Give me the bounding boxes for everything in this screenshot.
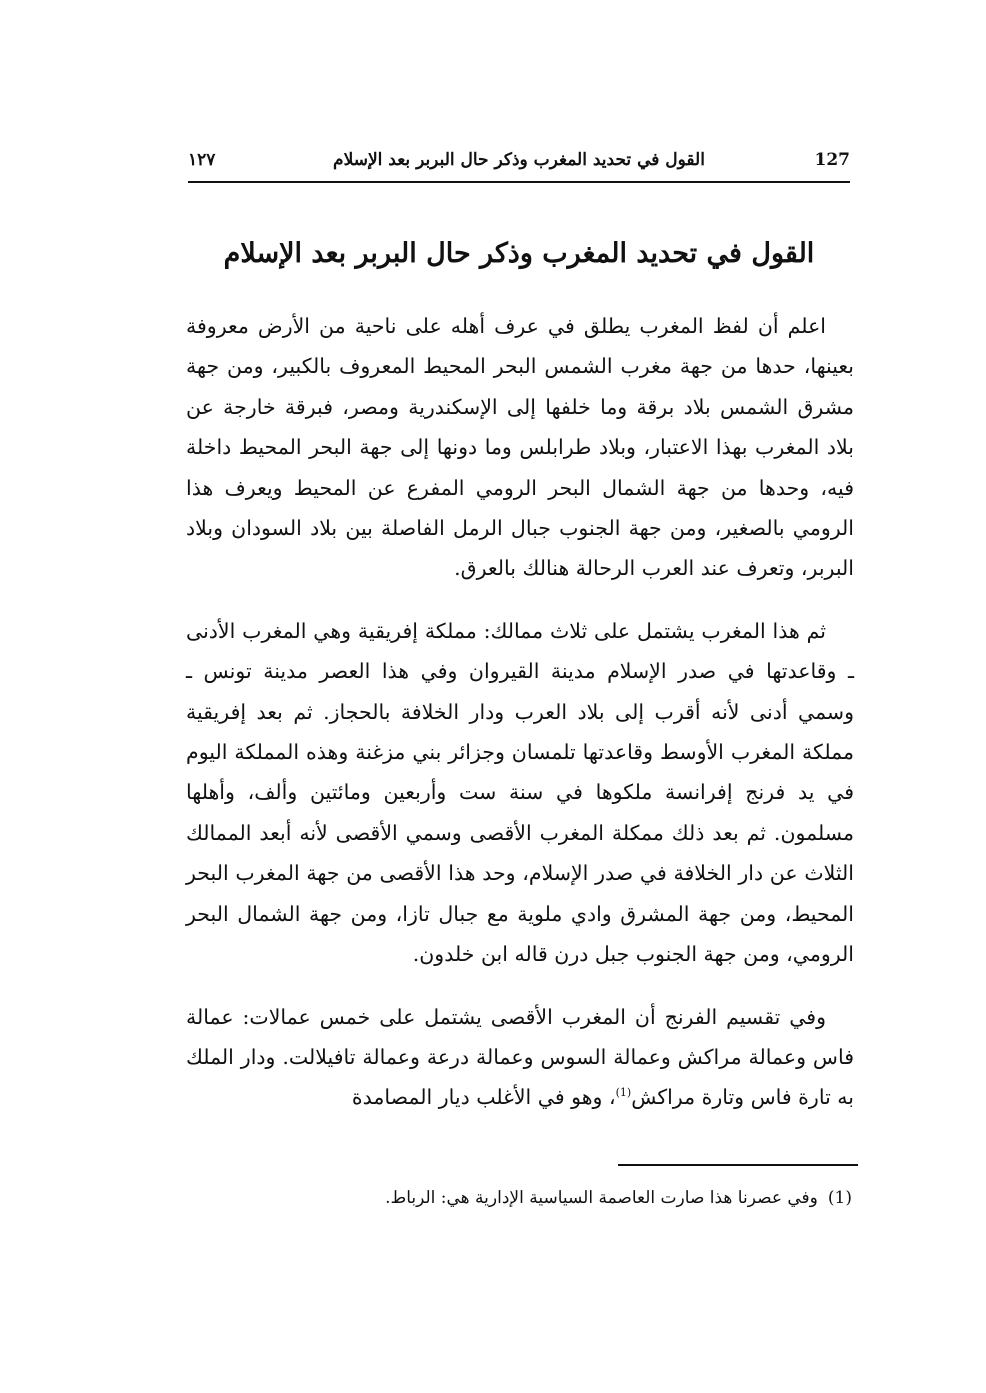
body-text xyxy=(186,306,854,1118)
footnote-rule xyxy=(618,1164,858,1166)
header-rule xyxy=(188,181,850,183)
paragraph-3-text: وفي تقسيم الفرنج أن المغرب الأقصى يشتمل على خمس عمالات: عمالة فاس وعمالة مراكش وعمالة السوس وعمالة درعة وعمالة تافيلالت. ودار الملك به تارة فاس وتارة مراكش xyxy=(186,1004,854,1110)
footnote-text: وفي عصرنا هذا صارت العاصمة السياسية الإدارية هي: الرباط. xyxy=(385,1188,818,1208)
paragraph-3-continuation: ، وهو في الأغلب ديار المصامدة xyxy=(351,1085,616,1110)
running-title: القول في تحديد المغرب وذكر حال البربر بعد الإسلام xyxy=(333,150,705,170)
chapter-title: القول في تحديد المغرب وذكر حال البربر بعد الإسلام xyxy=(223,238,815,269)
paragraph-3 xyxy=(186,997,854,1118)
paragraph-2: ثم هذا المغرب يشتمل على ثلاث ممالك: مملكة إفريقية وهي المغرب الأدنى ـ وقاعدتها في صدر الإسلام مدينة القيروان وفي هذا العصر مدينة تونس ـ وسمي أدنى لأنه أقرب إلى بلاد العرب ودار الخلافة بالحجاز. ثم بعد إفريقية مملكة المغرب الأوسط وقاعدتها تلمسان وجزائر بني مزغنة وهذه المملكة اليوم في يد فرنج إفرانسة ملكوها في سنة ست وأربعين ومائتين وألف، وأهلها مسلمون. ثم بعد ذلك ممكلة المغرب الأقصى وسمي الأقصى لأنه أبعد الممالك الثلاث عن دار الخلافة في صدر الإسلام، وحد هذا الأقصى من جهة المغرب البحر المحيط، ومن جهة المشرق وادي ملوية مع جبال تازا، ومن جهة الشمال البحر الرومي، ومن جهة الجنوب جبل درن قاله ابن خلدون. xyxy=(186,618,854,967)
paragraph-1: اعلم أن لفظ المغرب يطلق في عرف أهله على ناحية من الأرض معروفة بعينها، حدها من جهة مغرب الشمس البحر المحيط المعروف بالكبير، ومن جهة مشرق الشمس بلاد برقة وما خلفها إلى الإسكندرية ومصر، فبرقة خارجة عن بلاد المغرب بهذا الاعتبار، وبلاد طرابلس وما دونها إلى جهة البحر المحيط داخلة فيه، وحدها من جهة الشمال البحر الرومي المفرع عن المحيط ويعرف هذا الرومي بالصغير، ومن جهة الجنوب جبال الرمل الفاصلة بين بلاد السودان وبلاد البربر، وتعرف عند العرب الرحالة هنالك بالعرق. xyxy=(186,314,854,581)
footnote xyxy=(188,1184,852,1212)
page-number-latin: 127 xyxy=(814,150,850,170)
page-number-arabic: ١٢٧ xyxy=(188,150,216,170)
footnote-reference[interactable]: (1) xyxy=(615,1086,632,1100)
running-header xyxy=(188,150,850,184)
footnote-marker: (1) xyxy=(827,1188,852,1208)
